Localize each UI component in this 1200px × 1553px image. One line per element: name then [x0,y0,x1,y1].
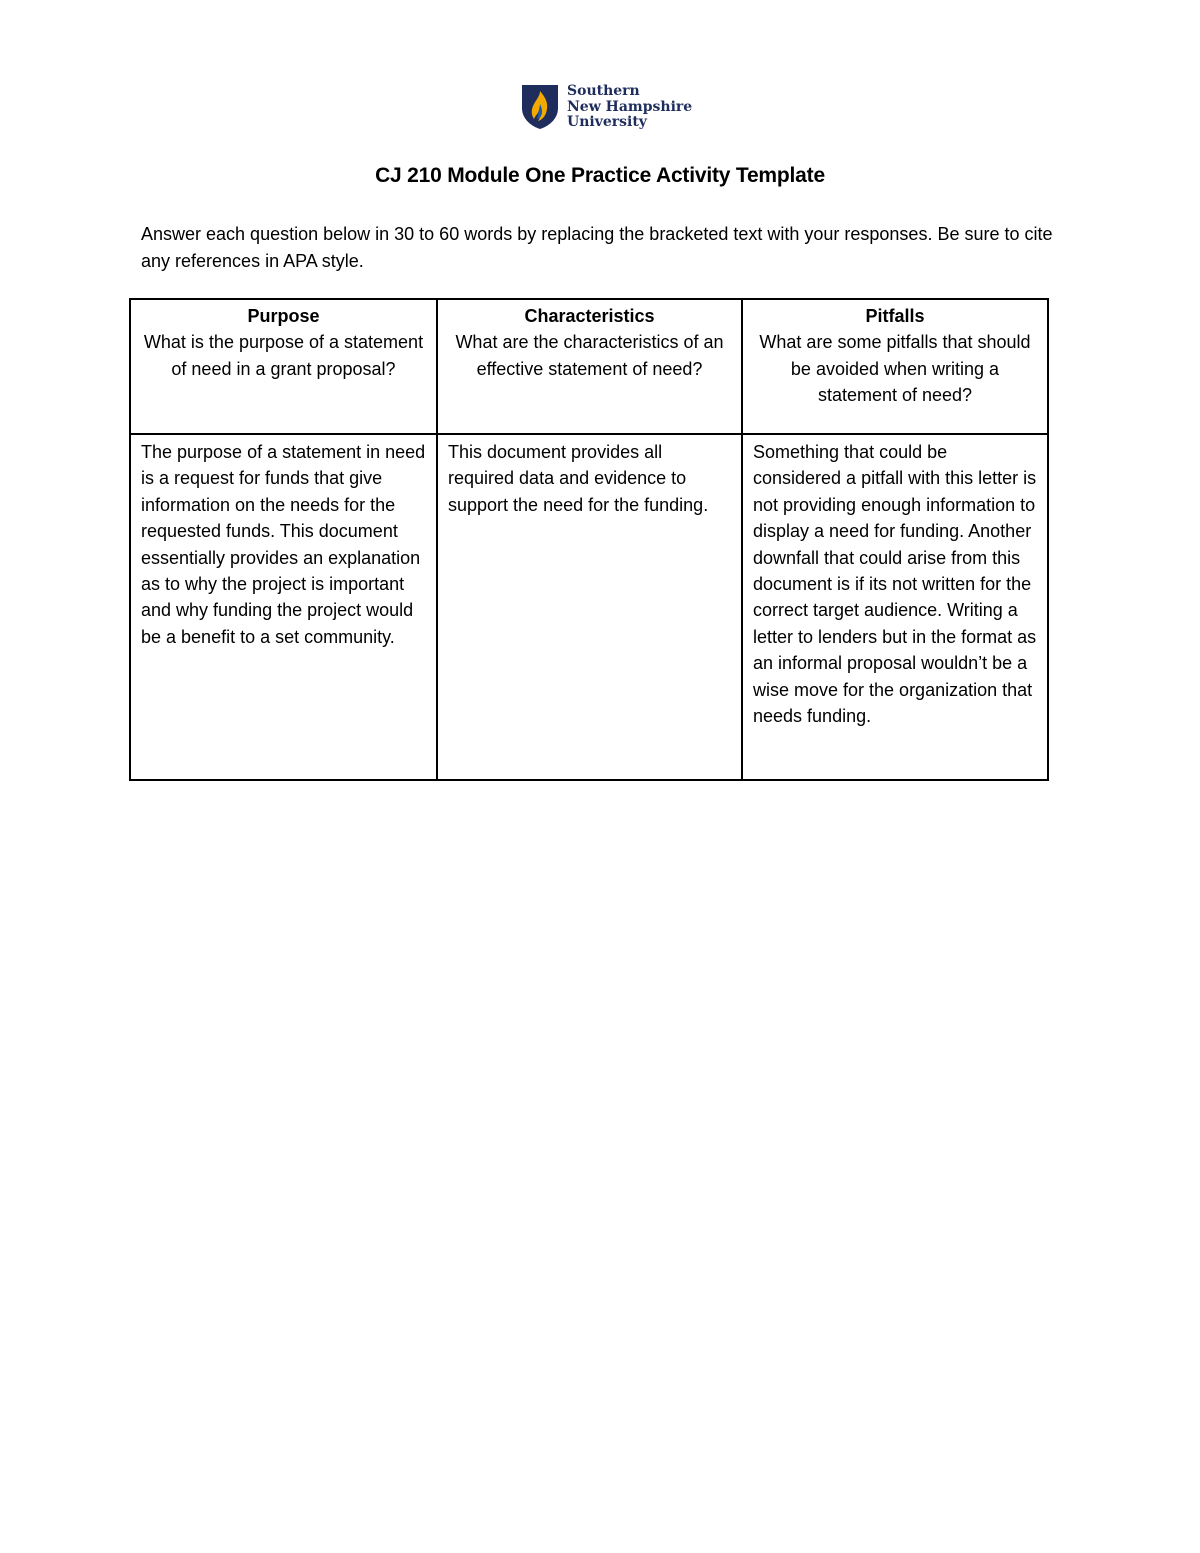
shield-flame-icon [521,84,559,130]
logo-wordmark [567,84,692,131]
column-heading: Characteristics [524,306,655,326]
instructions-paragraph: Answer each question below in 30 to 60 words by replacing the bracketed text with your responses. Be sure to cite any references in APA style. [141,224,1053,271]
header-cell-purpose [130,299,437,434]
table-response-row [130,434,1048,780]
column-question: What are the characteristics of an effective statement of need? [455,332,724,379]
header-cell-characteristics [437,299,742,434]
activity-table-wrapper [129,298,1047,781]
logo-line-2: New Hampshire [567,98,693,115]
table-header-row [130,299,1048,434]
header-cell-pitfalls [742,299,1048,434]
response-cell-pitfalls[interactable]: Something that could be considered a pitfall with this letter is not providing enough information to display a need for funding. Another downfall that could arise from this document is if its not written for the correct target audience. Writing a letter to lenders but in the format as an informal proposal wouldn’t be a wise move for the organization that needs funding. [742,434,1048,780]
column-question: What are some pitfalls that should be avoided when writing a statement of need? [759,332,1031,406]
document-title: CJ 210 Module One Practice Activity Template [375,164,825,187]
column-heading: Purpose [247,306,320,326]
column-question: What is the purpose of a statement of need in a grant proposal? [143,332,424,379]
activity-table [129,298,1049,781]
response-cell-characteristics[interactable]: This document provides all required data and evidence to support the need for the funding. [437,434,742,780]
logo-line-3: University [567,114,647,130]
column-heading: Pitfalls [865,306,925,326]
snhu-logo [521,84,701,132]
logo-line-1: Southern [567,83,640,99]
response-cell-purpose[interactable]: The purpose of a statement in need is a request for funds that give information on the needs for the requested funds. This document essentially provides an explanation as to why the project is important and why funding the project would be a benefit to a set community. [130,434,437,780]
